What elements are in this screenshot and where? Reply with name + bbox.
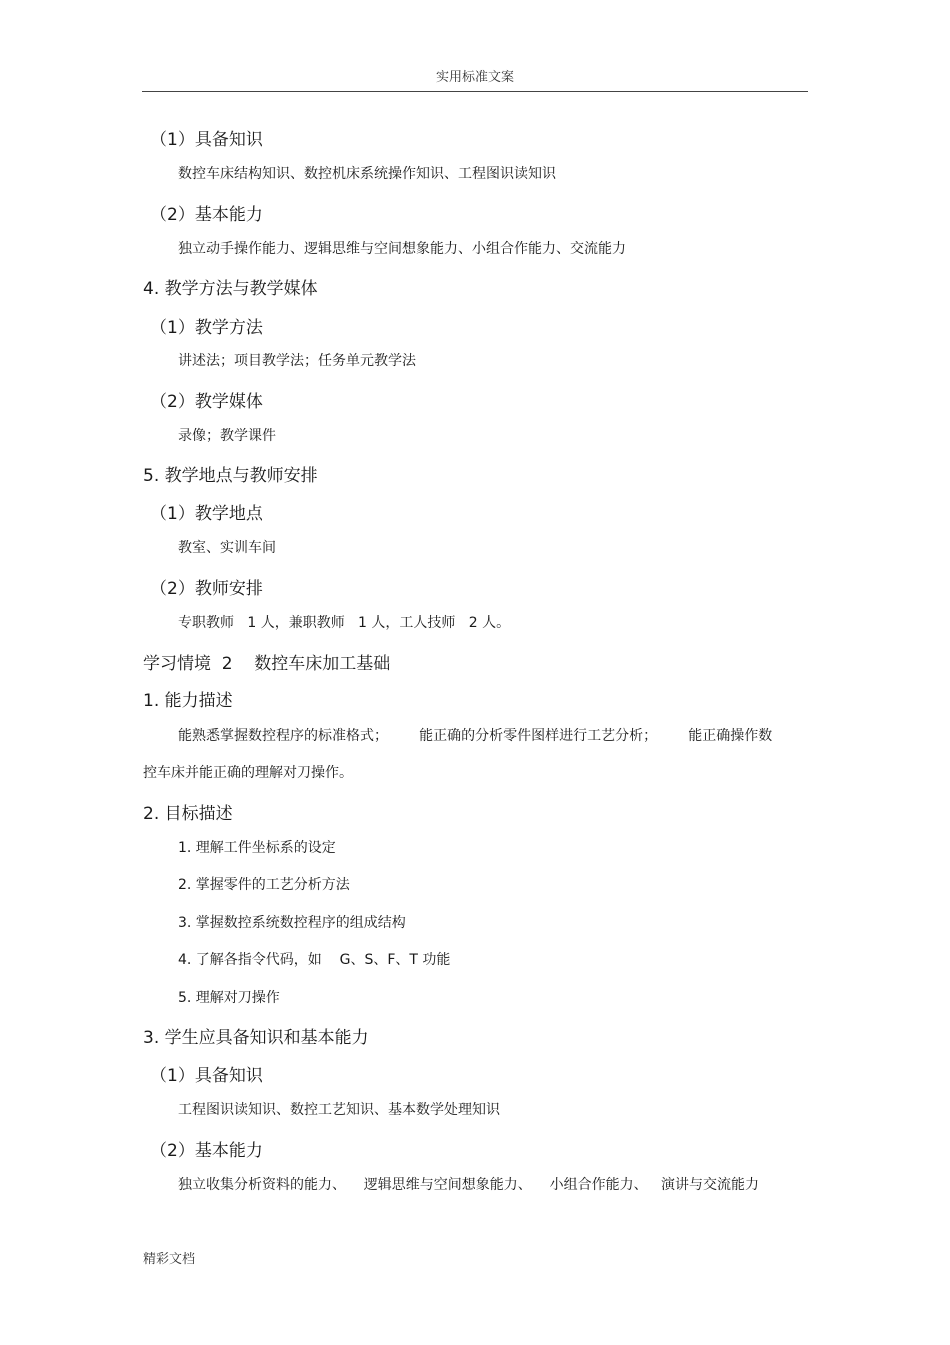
paragraph-line: 专职教师 1 人，兼职教师 1 人，工人技师 2 人。 [178, 615, 511, 631]
section-heading: 1. 能力描述 [143, 691, 233, 711]
subsection-heading: （2）基本能力 [150, 205, 263, 225]
header-rule [142, 91, 808, 92]
paragraph-line: 工程图识读知识、数控工艺知识、基本数学处理知识 [178, 1102, 500, 1118]
paragraph-line: 1. 理解工件坐标系的设定 [178, 840, 336, 856]
paragraph-line: 讲述法；项目教学法；任务单元教学法 [178, 353, 416, 369]
subsection-heading: （2）教学媒体 [150, 392, 263, 412]
subsection-heading: （2）教师安排 [150, 579, 263, 599]
section-heading: 3. 学生应具备知识和基本能力 [143, 1028, 369, 1048]
section-heading: 学习情境 2 数控车床加工基础 [143, 654, 391, 674]
subsection-heading: （1）具备知识 [150, 130, 263, 150]
subsection-heading: （1）具备知识 [150, 1066, 263, 1086]
section-heading: 2. 目标描述 [143, 804, 233, 824]
paragraph-line: 2. 掌握零件的工艺分析方法 [178, 877, 350, 893]
section-heading: 4. 教学方法与教学媒体 [143, 279, 318, 299]
paragraph-line: 录像；教学课件 [178, 428, 276, 444]
page-footer: 精彩文档 [143, 1252, 196, 1267]
paragraph-line: 3. 掌握数控系统数控程序的组成结构 [178, 915, 406, 931]
section-heading: 5. 教学地点与教师安排 [143, 466, 318, 486]
subsection-heading: （1）教学地点 [150, 504, 263, 524]
paragraph-line: 控车床并能正确的理解对刀操作。 [143, 765, 353, 781]
paragraph-line: 独立动手操作能力、逻辑思维与空间想象能力、小组合作能力、交流能力 [178, 241, 626, 257]
subsection-heading: （1）教学方法 [150, 318, 263, 338]
paragraph-line: 数控车床结构知识、数控机床系统操作知识、工程图识读知识 [178, 166, 556, 182]
paragraph-line: 教室、实训车间 [178, 540, 276, 556]
paragraph-line: 4. 了解各指令代码，如 G、S、F、T 功能 [178, 952, 451, 968]
paragraph-line: 独立收集分析资料的能力、 逻辑思维与空间想象能力、 小组合作能力、 演讲与交流能力 [178, 1177, 759, 1193]
paragraph-line: 5. 理解对刀操作 [178, 990, 280, 1006]
paragraph-line: 能熟悉掌握数控程序的标准格式； 能正确的分析零件图样进行工艺分析； 能正确操作数 [178, 728, 773, 744]
subsection-heading: （2）基本能力 [150, 1141, 263, 1161]
page-header: 实用标准文案 [435, 70, 514, 85]
